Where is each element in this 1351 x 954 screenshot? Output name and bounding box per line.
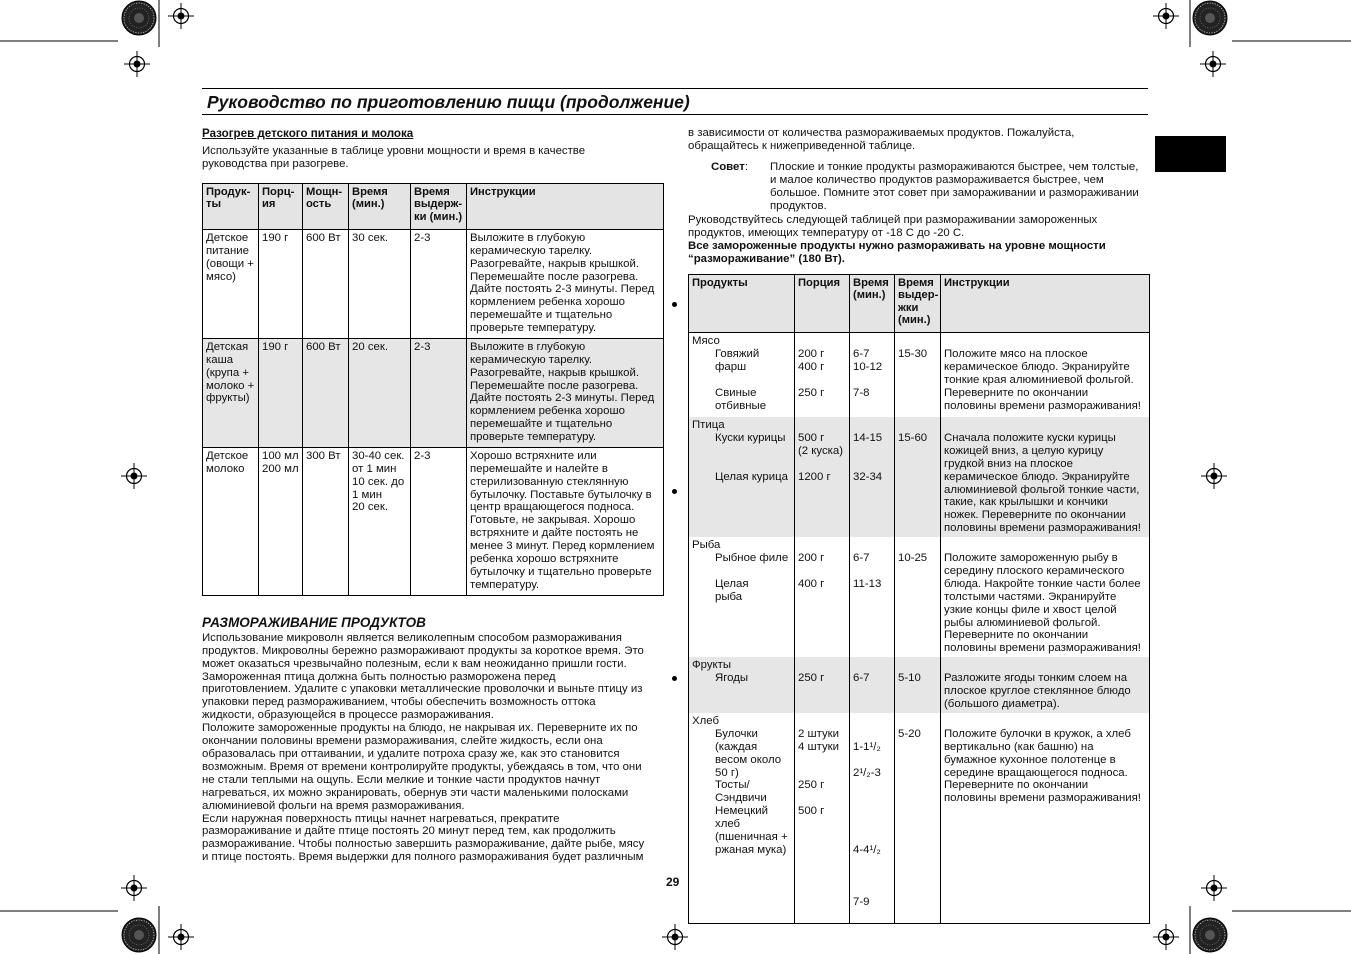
table-row-category	[689, 333, 1150, 348]
cell-portion: 100 мл 200 мл	[259, 447, 303, 595]
cell-instructions: Положите булочки в кружок, а хлеб вертикально (как башню) на бумажное кухонное полотенце в середине вращающегося подноса. Переверните по окончании половины времени размораживания!	[941, 728, 1150, 924]
cell-category: Фрукты	[689, 657, 795, 672]
table-row	[203, 229, 664, 338]
cell-instructions: Положите замороженную рыбу в середину плоского керамического блюда. Накройте тонкие части более толстыми частями. Экранируйте узкие концы филе и хвост целой рыбы алюминиевой фольгой. Переверните по окончании половины времени размораживания!	[941, 552, 1150, 657]
cell-instructions: Выложите в глубокую керамическую тарелку. Разогревайте, накрыв крышкой. Перемешайте после разогрева. Дайте постоять 2-3 минуты. Перед кормлением ребенка хорошо перемешайте и тщательно проверьте температуру.	[467, 338, 664, 447]
table-row-category	[689, 537, 1150, 552]
table-row	[689, 432, 1150, 537]
title-rule-top	[202, 88, 1148, 89]
cell-time	[850, 728, 895, 924]
time-line: 4-4¹/₂	[853, 843, 881, 856]
cell-time: 20 сек.	[349, 338, 411, 447]
cell-category: Мясо	[689, 333, 795, 348]
left-column	[202, 127, 664, 864]
time-line: 7-9	[853, 895, 870, 908]
baby-food-table	[202, 183, 664, 596]
table-row	[689, 672, 1150, 713]
cell-food: Детская каша (крупа + молоко + фрукты)	[203, 338, 259, 447]
header-product: Продукты	[689, 275, 795, 333]
cell-category: Хлеб	[689, 713, 795, 728]
cell-portion: 190 г	[259, 229, 303, 338]
baby-food-heading: Разогрев детского питания и молока	[202, 127, 414, 140]
cell-standing: 2-3	[411, 447, 467, 595]
cell-standing: 2-3	[411, 229, 467, 338]
cell-category: Рыба	[689, 537, 795, 552]
header-power: Мощн- ость	[303, 183, 349, 229]
cell-standing: 10-25	[895, 552, 941, 657]
header-time: Время (мин.)	[349, 183, 411, 229]
table-header-row	[689, 275, 1150, 333]
cell-instructions: Хорошо встряхните или перемешайте и налейте в стерилизованную стеклянную бутылочку. Поставьте бутылочку в центр вращающегося подноса. Готовьте, не закрывая. Хорошо встряхните и дайте постоять не менее 3 минут. Перед кормлением ребенка хорошо встряхните бутылочку и тщательно проверьте температуру.	[467, 447, 664, 595]
advice-colon: :	[744, 160, 748, 173]
time-line: 2¹/₂-3	[853, 766, 881, 779]
cell-power: 300 Вт	[303, 447, 349, 595]
header-food: Продук- ты	[203, 183, 259, 229]
baby-food-intro: Используйте указанные в таблице уровни мощности и время в качестве руководства при разогреве.	[202, 145, 586, 170]
header-instructions: Инструкции	[941, 275, 1150, 333]
cell-power: 600 Вт	[303, 229, 349, 338]
table-row-category	[689, 657, 1150, 672]
cell-food: Ягоды	[689, 672, 795, 713]
cell-time: 6-7 10-12 7-8	[850, 348, 895, 417]
time-line	[853, 870, 892, 883]
cell-instructions: Положите мясо на плоское керамическое блюдо. Экранируйте тонкие края алюминиевой фольгой. Переверните по окончании половины времени размораживания!	[941, 348, 1150, 417]
cell-instructions: Сначала положите куски курицы кожицей вниз, а целую курицу грудкой вниз на плоское керамическое блюдо. Экранируйте алюминиевой фольгой тонкие части, такие, как крылышки и кончики ножек. Переверните по окончании половины времени размораживания!	[941, 432, 1150, 537]
cell-food: Детское молоко	[203, 447, 259, 595]
table-row-category	[689, 417, 1150, 432]
table-row-category	[689, 713, 1150, 728]
cell-portion: 500 г (2 куска) 1200 г	[795, 432, 850, 537]
page-title: Руководство по приготовлению пищи (продолжение)	[207, 92, 690, 112]
cell-food: Рыбное филе Целая рыба	[689, 552, 795, 657]
page-number: 29	[666, 875, 680, 889]
table-row	[689, 348, 1150, 417]
header-standing: Время выдерж- ки (мин.)	[411, 183, 467, 229]
defrost-note: Все замороженные продукты нужно размораживать на уровне мощности “размораживание” (180 Вт).	[688, 240, 1106, 266]
header-portion: Порц- ия	[259, 183, 303, 229]
defrost-body: Использование микроволн является великолепным способом размораживания продуктов. Микроволны бережно размораживают продукты за короткое время. Это может оказаться чрезвычайно полезным, если к вам неожиданно пришли гости. Замороженная птица должна быть полностью разморожена перед приготовлением. Удалите с упаковки металлические проволочки и выньте птицу из упаковки перед размораживанием, чтобы обеспечить возможность оттока жидкости, образующейся в процессе размораживания. Положите замороженные продукты на блюдо, не накрывая их. Переверните их по окончании половины времени размораживания, слейте жидкость, если она образовалась при оттаивании, и удалите потроха сразу же, как это становится возможным. Время от времени контролируйте продукты, убеждаясь в том, что они не стали теплыми на ощупь. Если мелкие и тонкие части продуктов начнут нагреваться, их можно экранировать, обернув эти части маленькими полосками алюминиевой фольги на время размораживания. Если наружная поверхность птицы начнет нагреваться, прекратите размораживание и дайте птице постоять 20 минут перед тем, как продолжить размораживание. Чтобы полностью завершить размораживание, дайте рыбе, мясу и птице постоять. Время выдержки для полного размораживания будет различным	[202, 631, 645, 864]
cell-portion: 200 г 400 г	[795, 552, 850, 657]
cell-category: Птица	[689, 417, 795, 432]
cell-standing: 15-60	[895, 432, 941, 537]
advice-label	[688, 161, 770, 213]
title-rule-bottom	[202, 114, 1148, 115]
cell-time: 14-15 32-34	[850, 432, 895, 537]
cell-time: 6-7 11-13	[850, 552, 895, 657]
section-tab-marker	[1155, 136, 1226, 172]
table-row	[203, 447, 664, 595]
table-row	[689, 552, 1150, 657]
cell-food: Говяжий фарш Свиные отбивные	[689, 348, 795, 417]
time-line	[853, 818, 892, 831]
cell-instructions: Выложите в глубокую керамическую тарелку. Разогревайте, накрыв крышкой. Перемешайте после разогрева. Дайте постоять 2-3 минуты. Перед кормлением ребенка хорошо перемешайте и тщательно проверьте температуру.	[467, 229, 664, 338]
cell-time: 30 сек.	[349, 229, 411, 338]
advice-label-text: Совет	[711, 160, 745, 173]
cell-time: 30-40 сек. от 1 мин 10 сек. до 1 мин 20 сек.	[349, 447, 411, 595]
advice-text: Плоские и тонкие продукты размораживаются быстрее, чем толстые, и малое количество продуктов размораживается быстрее, чем большое. Помните этот совет при замораживании и размораживании продуктов.	[770, 160, 1139, 212]
cell-standing: 5-20	[895, 728, 941, 924]
cell-time: 6-7	[850, 672, 895, 713]
advice-block	[688, 161, 1150, 213]
header-portion: Порция	[795, 275, 850, 333]
defrost-heading: РАЗМОРАЖИВАНИЕ ПРОДУКТОВ	[202, 614, 426, 630]
defrost-continuation: в зависимости от количества размораживаемых продуктов. Пожалуйста, обращайтесь к нижеприведенной таблице.	[688, 127, 1075, 152]
column-bullet	[672, 302, 677, 307]
time-line: 1-1¹/₂	[853, 740, 881, 753]
cell-food: Куски курицы Целая курица	[689, 432, 795, 537]
cell-standing: 2-3	[411, 338, 467, 447]
column-bullet	[672, 676, 677, 681]
cell-portion: 200 г 400 г 250 г	[795, 348, 850, 417]
table-row	[203, 338, 664, 447]
cell-standing: 5-10	[895, 672, 941, 713]
cell-power: 600 Вт	[303, 338, 349, 447]
table-header-row	[203, 183, 664, 229]
right-column	[688, 127, 1150, 924]
column-bullet	[672, 489, 677, 494]
header-instructions: Инструкции	[467, 183, 664, 229]
defrost-guide: Руководствуйтесь следующей таблицей при размораживании замороженных продуктов, имеющих температуру от -18 С до -20 С.	[688, 214, 1098, 240]
cell-portion: 190 г	[259, 338, 303, 447]
cell-food: Булочки (каждая весом около 50 г) Тосты/ Сэндвичи Немецкий хлеб (пшеничная + ржаная мука)	[689, 728, 795, 924]
cell-instructions: Разложите ягоды тонким слоем на плоское круглое стеклянное блюдо (большого диаметра).	[941, 672, 1150, 713]
time-line	[853, 792, 892, 805]
cell-standing: 15-30	[895, 348, 941, 417]
header-time: Время (мин.)	[850, 275, 895, 333]
cell-food: Детское питание (овощи + мясо)	[203, 229, 259, 338]
defrost-table	[688, 274, 1150, 924]
cell-portion: 2 штуки 4 штуки 250 г 500 г	[795, 728, 850, 924]
header-standing: Время выдер- жки (мин.)	[895, 275, 941, 333]
cell-portion: 250 г	[795, 672, 850, 713]
table-row	[689, 728, 1150, 924]
